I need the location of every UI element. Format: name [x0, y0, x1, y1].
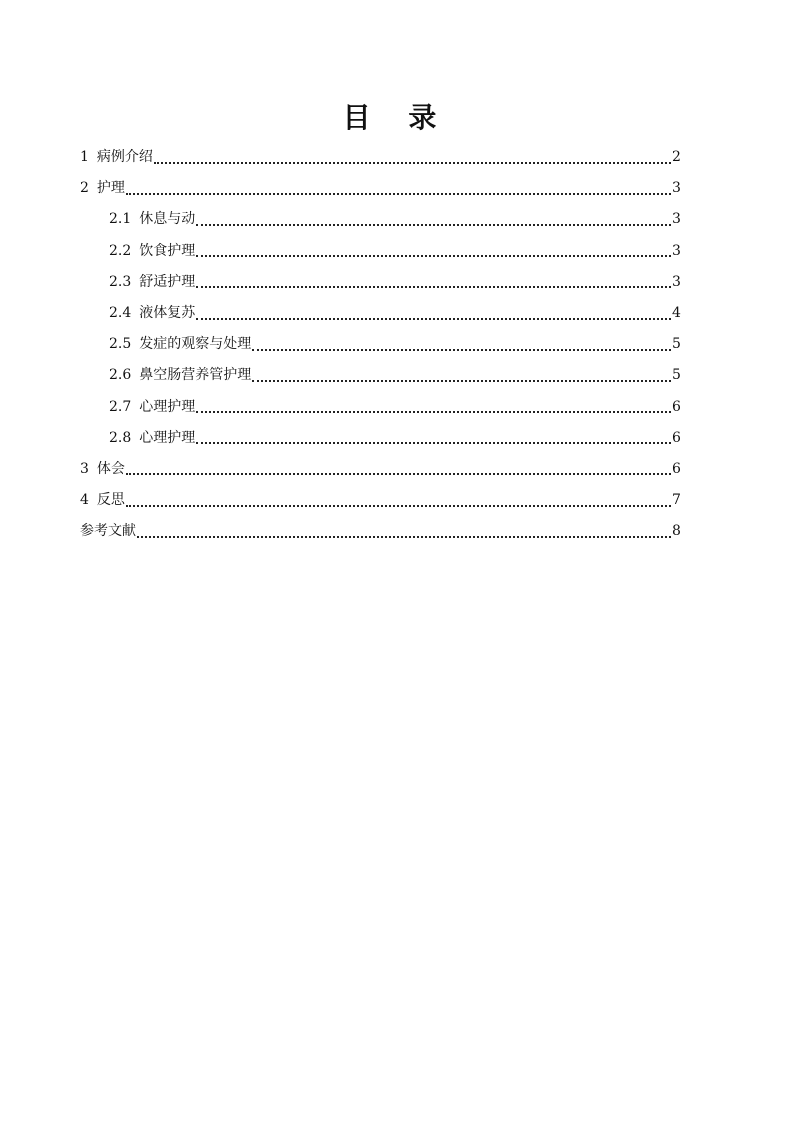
toc-entry-number: 3 [80, 460, 89, 477]
toc-entry-page: 6 [672, 398, 681, 415]
toc-entry-page: 3 [672, 211, 681, 228]
dot-leader [196, 318, 671, 320]
toc-entry-page: 6 [672, 429, 681, 446]
toc-entry-page: 3 [672, 180, 681, 197]
toc-entry-label: 护理 [96, 180, 125, 197]
dot-leader [196, 255, 671, 257]
dot-leader [196, 411, 671, 413]
toc-entry-number: 2.6 [109, 367, 132, 384]
toc-subentry[interactable] [80, 267, 680, 298]
toc-entry-label: 饮食护理 [139, 242, 196, 259]
dot-leader [252, 380, 671, 382]
dot-leader [126, 473, 671, 475]
toc-entry-page: 5 [672, 367, 681, 384]
toc-entry[interactable] [80, 142, 680, 173]
toc-entry-page: 8 [672, 523, 681, 540]
toc-entry-number: 1 [80, 149, 89, 165]
toc-subentry[interactable] [80, 298, 680, 329]
toc-entry-number: 2 [80, 180, 89, 197]
toc-subentry[interactable] [80, 360, 680, 391]
toc-subentry[interactable] [80, 329, 680, 360]
toc-entry-page: 6 [672, 460, 681, 477]
toc-entry-number: 2.7 [109, 398, 132, 415]
dot-leader [196, 286, 671, 288]
toc-entry-label: 体会 [96, 460, 125, 477]
toc-subentry[interactable] [80, 204, 680, 235]
toc-entry-label: 病例介绍 [96, 149, 153, 165]
toc-entry-page: 5 [672, 336, 681, 353]
toc-entry-references[interactable] [80, 516, 680, 547]
dot-leader [137, 536, 671, 538]
toc-entry-page: 7 [672, 492, 681, 509]
toc-entry-page: 2 [672, 149, 681, 165]
dot-leader [154, 162, 671, 164]
dot-leader [126, 193, 671, 195]
toc-entry-label: 鼻空肠营养管护理 [139, 367, 252, 384]
toc-entry[interactable] [80, 485, 680, 516]
toc-entry-number: 2.8 [109, 429, 132, 446]
toc-entry-label: 液体复苏 [139, 304, 196, 321]
toc-entry-number: 2.4 [109, 304, 132, 321]
toc-entry-label: 舒适护理 [139, 273, 196, 290]
toc-entry-page: 3 [672, 242, 681, 259]
dot-leader [252, 349, 671, 351]
toc-entry-label: 参考文献 [80, 523, 136, 540]
toc-entry-label: 心理护理 [139, 429, 196, 446]
toc-entry-page: 4 [672, 304, 681, 321]
toc-entry-label: 发症的观察与处理 [139, 336, 252, 353]
toc-entry-number: 2.1 [109, 211, 132, 228]
toc-entry-number: 4 [80, 492, 89, 509]
toc-entry-label: 休息与动 [139, 211, 196, 228]
toc-subentry[interactable] [80, 392, 680, 423]
toc-list [80, 142, 680, 547]
toc-entry-label: 心理护理 [139, 398, 196, 415]
toc-entry[interactable] [80, 173, 680, 204]
toc-entry-label: 反思 [96, 492, 125, 509]
toc-entry-number: 2.5 [109, 336, 132, 353]
toc-entry-number: 2.3 [109, 273, 132, 290]
toc-subentry[interactable] [80, 423, 680, 454]
toc-subentry[interactable] [80, 236, 680, 267]
toc-entry-number: 2.2 [109, 242, 132, 259]
dot-leader [196, 442, 671, 444]
dot-leader [126, 505, 671, 507]
dot-leader [196, 224, 671, 226]
toc-title: 目 录 [342, 101, 451, 134]
toc-entry[interactable] [80, 454, 680, 485]
toc-entry-page: 3 [672, 273, 681, 290]
